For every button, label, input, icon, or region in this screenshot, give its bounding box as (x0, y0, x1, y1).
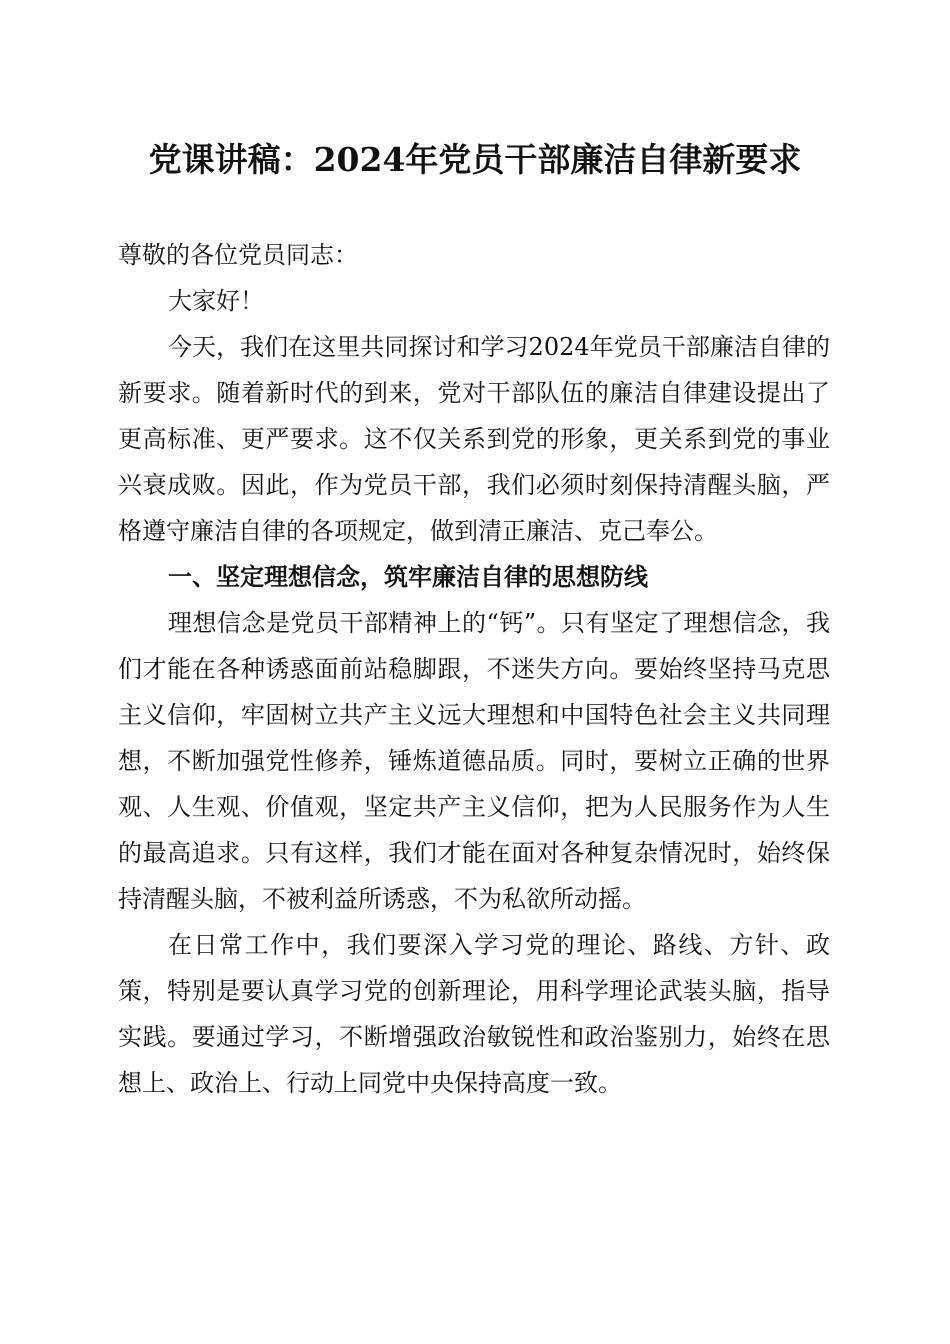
section-paragraph-2: 在日常工作中，我们要深入学习党的理论、路线、方针、政策，特别是要认真学习党的创新理论，用科学理论武装头脑，指导实践。要通过学习，不断增强政治敏锐性和政治鉴别力，始终在思想上、政治上、行动上同党中央保持高度一致。 (118, 931, 830, 1097)
salutation: 尊敬的各位党员同志： (118, 241, 358, 269)
intro-paragraph: 今天，我们在这里共同探讨和学习2024年党员干部廉洁自律的新要求。随着新时代的到来，党对干部队伍的廉洁自律建设提出了更高标准、更严要求。这不仅关系到党的形象，更关系到党的事业兴衰成败。因此，作为党员干部，我们必须时刻保持清醒头脑，严格遵守廉洁自律的各项规定，做到清正廉洁、克己奉公。 (118, 333, 830, 545)
section-paragraph-1: 理想信念是党员干部精神上的“钙”。只有坚定了理想信念，我们才能在各种诱惑面前站稳脚跟，不迷失方向。要始终坚持马克思主义信仰，牢固树立共产主义远大理想和中国特色社会主义共同理想，不断加强党性修养，锤炼道德品质。同时，要树立正确的世界观、人生观、价值观，坚定共产主义信仰，把为人民服务作为人生的最高追求。只有这样，我们才能在面对各种复杂情况时，始终保持清醒头脑，不被利益所诱惑，不为私欲所动摇。 (118, 609, 830, 913)
section-heading: 一、坚定理想信念，筑牢廉洁自律的思想防线 (168, 563, 648, 591)
greeting: 大家好！ (168, 287, 264, 315)
document-body (118, 232, 830, 1106)
document-title: 党课讲稿：2024年党员干部廉洁自律新要求 (148, 140, 802, 179)
